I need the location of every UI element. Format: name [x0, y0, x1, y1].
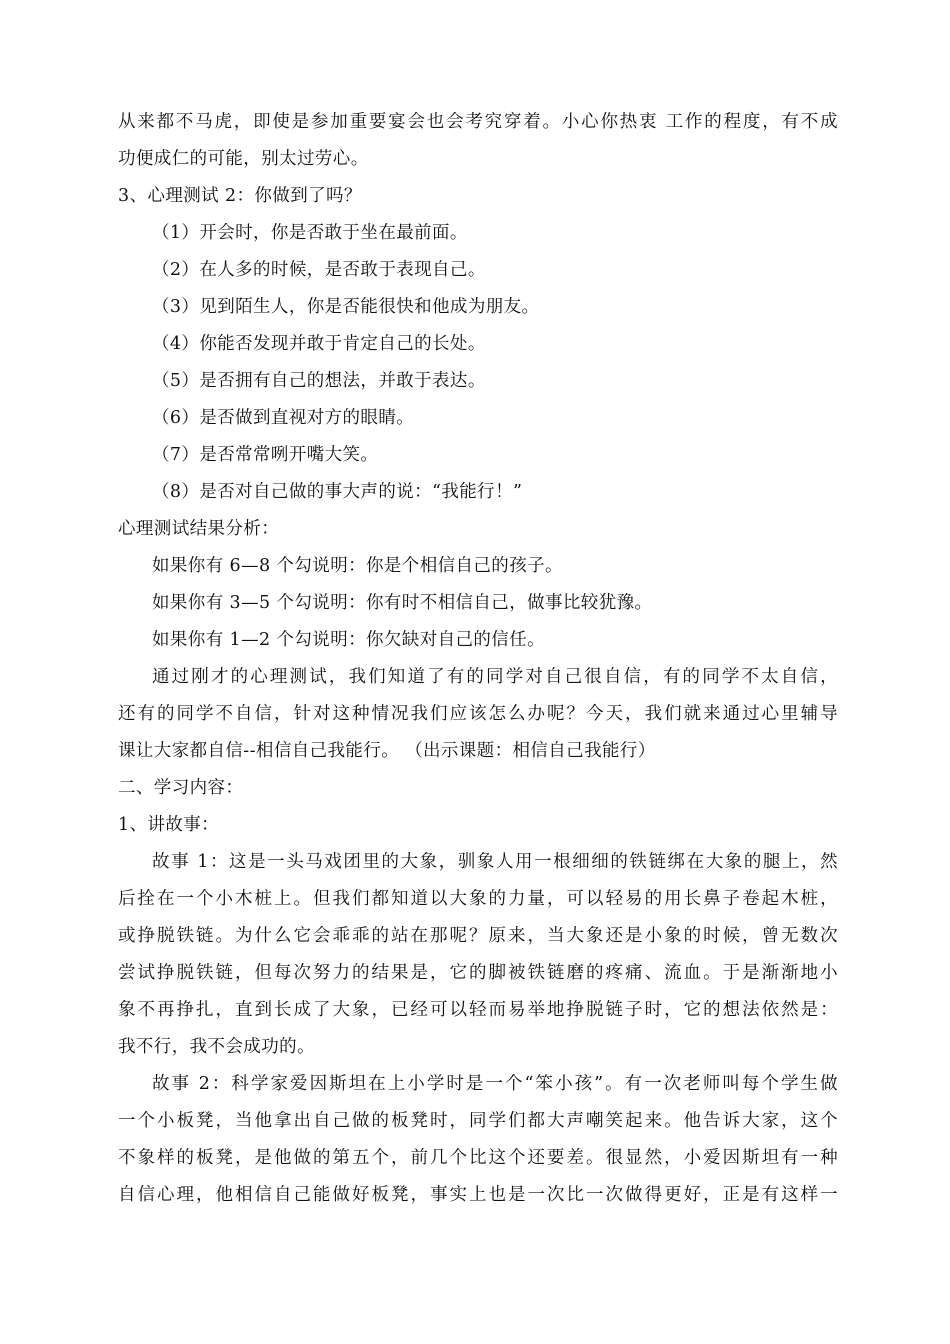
test-item: （2）在人多的时候，是否敢于表现自己。 — [152, 260, 486, 280]
test-item: （3）见到陌生人，你是否能很快和他成为朋友。 — [152, 297, 540, 317]
section-heading: 二、学习内容： — [118, 778, 244, 798]
text-line: 课让大家都自信--相信自己我能行。 （出示课题：相信自己我能行） — [118, 741, 656, 761]
text-line: 从来都不马虎，即使是参加重要宴会也会考究穿着。小心你热衷 工作的程度，有不成 — [118, 112, 838, 132]
text-line: 还有的同学不自信，针对这种情况我们应该怎么办呢？今天，我们就来通过心里辅导 — [118, 704, 838, 724]
result-item: 如果你有 3—5 个勾说明：你有时不相信自己，做事比较犹豫。 — [152, 593, 653, 613]
text-line: 故事 2：科学家爱因斯坦在上小学时是一个“笨小孩”。有一次老师叫每个学生做 — [152, 1074, 838, 1094]
text-line: 不象样的板凳，是他做的第五个，前几个比这个还要差。很显然，小爱因斯坦有一种 — [118, 1148, 838, 1168]
test-item: （8）是否对自己做的事大声的说：“我能行！” — [152, 482, 523, 502]
text-line: 故事 1：这是一头马戏团里的大象，驯象人用一根细细的铁链绑在大象的腿上，然 — [152, 852, 838, 872]
section-heading: 3、心理测试 2：你做到了吗？ — [118, 186, 362, 206]
test-item: （7）是否常常咧开嘴大笑。 — [152, 445, 379, 465]
test-item: （6）是否做到直视对方的眼睛。 — [152, 408, 415, 428]
section-heading: 心理测试结果分析： — [118, 519, 280, 539]
test-item: （4）你能否发现并敢于肯定自己的长处。 — [152, 334, 486, 354]
result-item: 如果你有 6—8 个勾说明：你是个相信自己的孩子。 — [152, 556, 563, 576]
test-item: （5）是否拥有自己的想法，并敢于表达。 — [152, 371, 486, 391]
result-item: 如果你有 1—2 个勾说明：你欠缺对自己的信任。 — [152, 630, 545, 650]
test-item: （1）开会时，你是否敢于坐在最前面。 — [152, 223, 468, 243]
text-line: 一个小板凳，当他拿出自己做的板凳时，同学们都大声嘲笑起来。他告诉大家，这个 — [118, 1111, 838, 1131]
text-line: 后拴在一个小木桩上。但我们都知道以大象的力量，可以轻易的用长鼻子卷起木桩， — [118, 889, 838, 909]
text-line: 我不行，我不会成功的。 — [118, 1037, 315, 1057]
section-heading: 1、讲故事： — [118, 815, 220, 835]
text-line: 通过刚才的心理测试，我们知道了有的同学对自己很自信，有的同学不太自信， — [152, 667, 838, 687]
text-line: 功便成仁的可能，别太过劳心。 — [118, 149, 369, 169]
text-line: 象不再挣扎，直到长成了大象，已经可以轻而易举地挣脱链子时，它的想法依然是： — [118, 1000, 838, 1020]
text-line: 或挣脱铁链。为什么它会乖乖的站在那呢？原来，当大象还是小象的时候，曾无数次 — [118, 926, 838, 946]
text-line: 尝试挣脱铁链，但每次努力的结果是，它的脚被铁链磨的疼痛、流血。于是渐渐地小 — [118, 963, 838, 983]
text-line: 自信心理，他相信自己能做好板凳，事实上也是一次比一次做得更好，正是有这样一 — [118, 1185, 838, 1205]
